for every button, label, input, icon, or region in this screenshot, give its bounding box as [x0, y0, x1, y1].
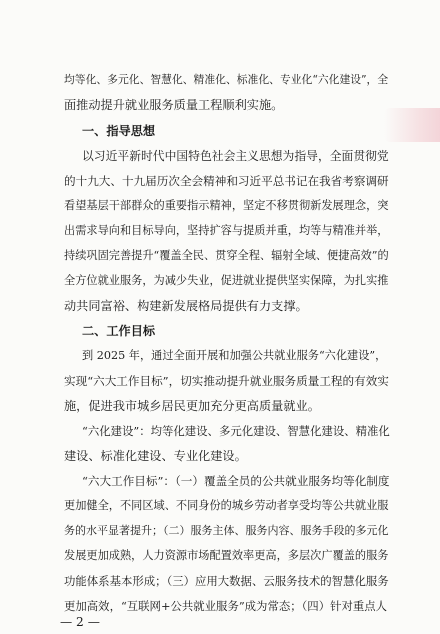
- body-line: 均等化、多元化、智慧化、精准化、标准化、专业化“六化建设”，全: [64, 73, 389, 86]
- body-line: 持续巩固完善提升“覆盖全民、贯穿全程、辐射全域、便捷高效”的: [64, 249, 389, 262]
- red-seal-stamp: [384, 108, 440, 142]
- body-line: 动共同富裕、构建新发展格局提供有力支撑。: [64, 299, 308, 313]
- body-line: 更加高效，“互联网+公共就业服务”成为常态；（四）针对重点人: [64, 599, 388, 613]
- body-line: 更加健全，不同区域、不同身份的城乡劳动者享受均等公共就业服: [64, 499, 389, 512]
- body-line: 出需求导向和目标导向，坚持扩容与提质并重，均等与精准并举，: [64, 224, 389, 237]
- body-line: “六化建设”：均等化建设、多元化建设、智慧化建设、精准化: [82, 424, 390, 438]
- body-line: “六大工作目标”：（一）覆盖全员的公共就业服务均等化制度: [82, 474, 390, 488]
- body-line: 实现“六大工作目标”，切实推动提升就业服务质量工程的有效实: [64, 374, 389, 388]
- body-line: 以习近平新时代中国特色社会主义思想为指导，全面贯彻党: [82, 149, 389, 163]
- section-heading-work-goals: 二、工作目标: [82, 324, 156, 338]
- body-line: 全方位就业服务，为减少失业，促进就业提供坚实保障，为扎实推: [64, 274, 389, 287]
- body-line: 务的水平显著提升；（二）服务主体、服务内容、服务手段的多元化: [64, 524, 389, 537]
- body-line: 发展更加成熟，人力资源市场配置效率更高，多层次广覆盖的服务: [64, 549, 389, 562]
- body-line: 施，促进我市城乡居民更加充分更高质量就业。: [64, 399, 320, 413]
- section-heading-guiding-ideology: 一、指导思想: [82, 124, 156, 138]
- body-line: 到 2025 年，通过全面开展和加强公共就业服务“六化建设”，: [82, 349, 387, 362]
- body-line: 的十九大、十九届历次全会精神和习近平总书记在我省考察调研: [64, 174, 389, 188]
- page-number: — 2 —: [60, 615, 100, 629]
- body-line: 功能体系基本形成；（三）应用大数据、云服务技术的智慧化服务: [64, 574, 389, 588]
- body-line: 看望基层干部群众的重要指示精神，坚定不移贯彻新发展理念，突: [64, 199, 389, 212]
- body-line: 面推动提升就业服务质量工程顺利实施。: [64, 98, 284, 112]
- body-line: 建设、标准化建设、专业化建设。: [64, 449, 247, 463]
